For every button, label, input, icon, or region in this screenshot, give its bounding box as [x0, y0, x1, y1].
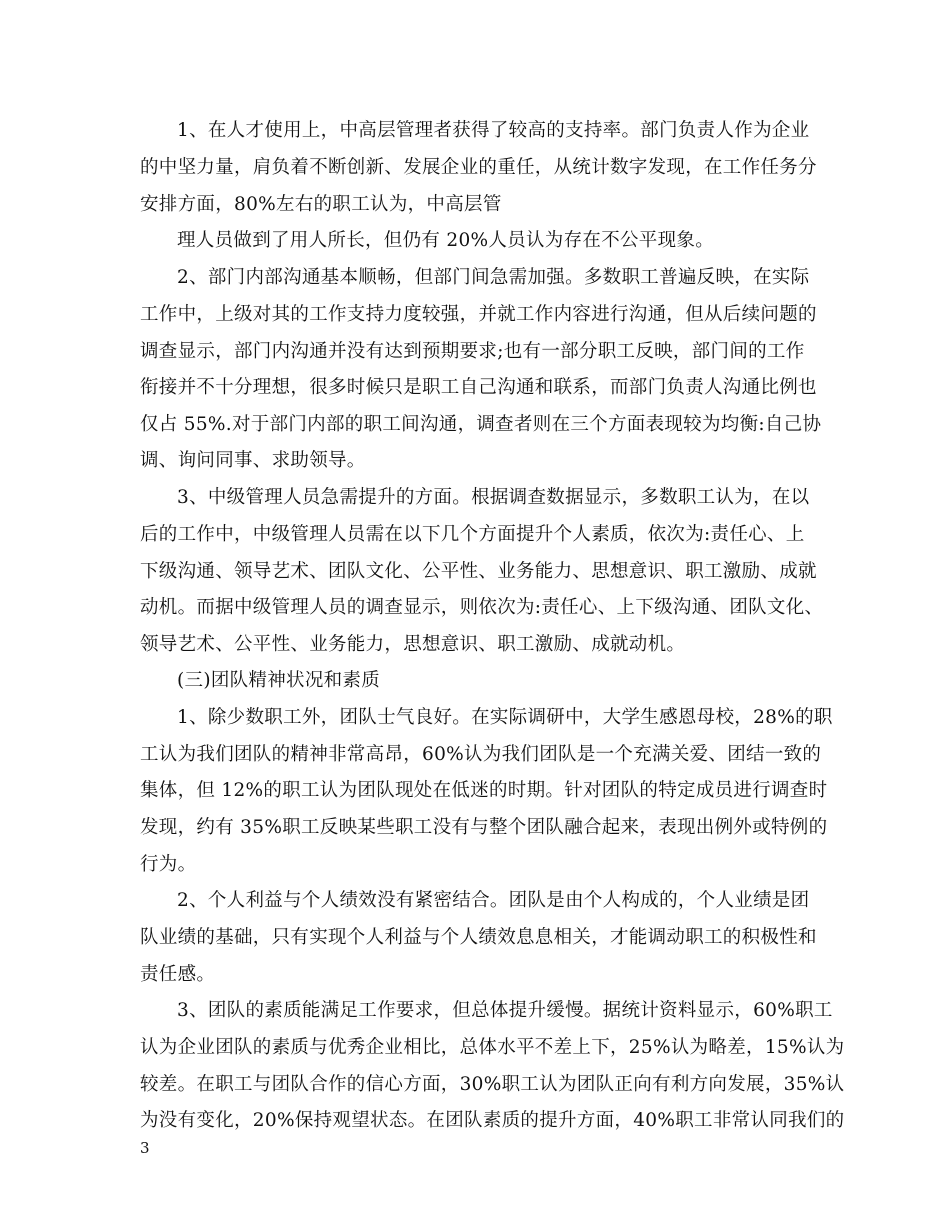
- paragraph-line: 2、个人利益与个人绩效没有紧密结合。团队是由个人构成的，个人业绩是团: [177, 890, 810, 911]
- paragraph-line: 调查显示，部门内沟通并没有达到预期要求;也有一部分职工反映，部门间的工作: [140, 341, 805, 362]
- paragraph-line: 发现，约有 35%职工反映某些职工没有与整个团队融合起来，表现出例外或特例的: [140, 817, 828, 838]
- page-number: 3: [140, 1139, 150, 1157]
- paragraph-line: 工认为我们团队的精神非常高昂，60%认为我们团队是一个充满关爱、团结一致的: [140, 744, 822, 765]
- paragraph-line: 安排方面，80%左右的职工认为，中高层管: [140, 194, 502, 215]
- paragraph-line: 行为。: [140, 854, 197, 875]
- paragraph-line: 队业绩的基础，只有实现个人利益与个人绩效息息相关，才能调动职工的积极性和: [140, 927, 817, 948]
- paragraph-line: 3、团队的素质能满足工作要求，但总体提升缓慢。据统计资料显示，60%职工: [177, 1000, 833, 1021]
- paragraph-line: 集体，但 12%的职工认为团队现处在低迷的时期。针对团队的特定成员进行调查时: [140, 780, 828, 801]
- paragraph-line: 认为企业团队的素质与优秀企业相比，总体水平不差上下，25%认为略差，15%认为: [140, 1037, 845, 1058]
- paragraph-line: 的中坚力量，肩负着不断创新、发展企业的重任，从统计数字发现，在工作任务分: [140, 157, 817, 178]
- paragraph-line: 3、中级管理人员急需提升的方面。根据调查数据显示，多数职工认为，在以: [177, 487, 810, 508]
- paragraph-line: 为没有变化，20%保持观望状态。在团队素质的提升方面，40%职工非常认同我们的: [140, 1110, 845, 1131]
- paragraph-line: 1、在人才使用上，中高层管理者获得了较高的支持率。部门负责人作为企业: [177, 120, 810, 141]
- paragraph-line: 衔接并不十分理想，很多时候只是职工自己沟通和联系，而部门负责人沟通比例也: [140, 377, 817, 398]
- paragraph-line: 后的工作中，中级管理人员需在以下几个方面提升个人素质，依次为:责任心、上: [140, 524, 805, 545]
- paragraph-line: 责任感。: [140, 964, 216, 985]
- paragraph-line: 2、部门内部沟通基本顺畅，但部门间急需加强。多数职工普遍反映，在实际: [177, 267, 810, 288]
- paragraph-line: 理人员做到了用人所长，但仍有 20%人员认为存在不公平现象。: [177, 230, 715, 251]
- paragraph-line: 动机。而据中级管理人员的调查显示，则依次为:责任心、上下级沟通、团队文化、: [140, 597, 824, 618]
- paragraph-line: 领导艺术、公平性、业务能力，思想意识、职工激励、成就动机。: [140, 634, 686, 655]
- paragraph-line: 下级沟通、领导艺术、团队文化、公平性、业务能力、思想意识、职工激励、成就: [140, 561, 817, 582]
- paragraph-line: 调、询问同事、求助领导。: [140, 450, 366, 471]
- paragraph-line: 仅占 55%.对于部门内部的职工间沟通，调查者则在三个方面表现较为均衡:自己协: [140, 414, 822, 435]
- paragraph-line: 1、除少数职工外，团队士气良好。在实际调研中，大学生感恩母校，28%的职: [177, 707, 833, 728]
- paragraph-line: 工作中，上级对其的工作支持力度较强，并就工作内容进行沟通，但从后续问题的: [140, 304, 817, 325]
- section-heading: (三)团队精神状况和素质: [177, 670, 381, 691]
- paragraph-line: 较差。在职工与团队合作的信心方面，30%职工认为团队正向有利方向发展，35%认: [140, 1074, 845, 1095]
